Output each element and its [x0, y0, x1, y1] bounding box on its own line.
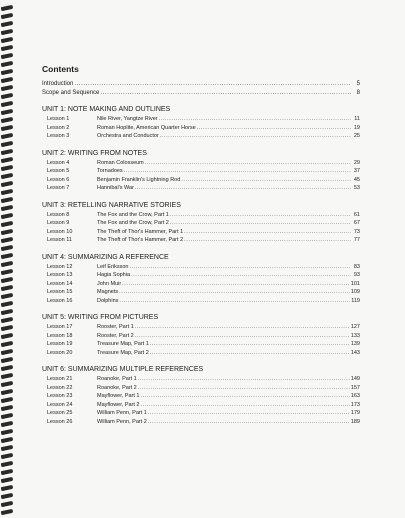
lesson-title: Leif Eriksson — [97, 263, 129, 270]
spiral-coil — [1, 237, 14, 243]
entry-title: Introduction — [42, 81, 74, 87]
page-number: 83 — [353, 263, 360, 270]
spiral-coil — [1, 437, 14, 443]
spiral-coil — [1, 21, 14, 27]
lesson-number: Lesson 10 — [47, 228, 73, 235]
spiral-coil — [1, 253, 14, 259]
lesson-title: Treasure Map, Part 1 — [97, 341, 149, 347]
lesson-title: Mayflower, Part 2 — [97, 401, 140, 408]
lesson-entry — [42, 281, 360, 290]
spiral-coil — [1, 357, 14, 363]
lesson-number: Lesson 19 — [47, 341, 73, 347]
lesson-entry — [42, 289, 360, 298]
spiral-coil — [1, 301, 14, 307]
page-number: 133 — [350, 332, 360, 339]
dot-leader — [150, 350, 350, 356]
lesson-title: William Penn, Part 1 — [97, 410, 147, 416]
spiral-coil — [1, 277, 14, 283]
spiral-coil — [1, 77, 14, 83]
lesson-entry — [42, 133, 360, 142]
lesson-number: Lesson 23 — [47, 393, 73, 399]
spiral-coil — [1, 61, 14, 67]
spiral-coil — [1, 173, 14, 179]
spiral-coil — [1, 221, 14, 227]
dot-leader — [160, 133, 351, 139]
lesson-number: Lesson 13 — [47, 272, 73, 278]
page-number: 19 — [353, 124, 360, 131]
lesson-entry — [42, 402, 360, 411]
lesson-title: Rooster, Part 1 — [97, 324, 134, 330]
dot-leader — [122, 281, 350, 287]
page-number: 119 — [351, 297, 360, 304]
lesson-number: Lesson 16 — [47, 297, 73, 304]
page-number: 53 — [353, 185, 360, 191]
lesson-title: Treasure Map, Part 2 — [97, 349, 149, 356]
page-number: 189 — [350, 418, 360, 425]
spiral-coil — [1, 149, 14, 155]
lesson-title: The Theft of Thor's Hammer, Part 2 — [97, 237, 184, 243]
spiral-coil — [1, 157, 14, 163]
lesson-number: Lesson 1 — [47, 116, 70, 122]
lesson-entry — [42, 160, 360, 169]
spiral-coil — [1, 477, 14, 483]
dot-leader — [184, 237, 351, 243]
lesson-title: John Muir — [97, 280, 122, 287]
dot-leader — [130, 264, 352, 270]
lesson-number: Lesson 14 — [47, 280, 73, 287]
lesson-entry — [42, 116, 360, 125]
dot-leader — [124, 168, 351, 174]
spiral-coil — [1, 349, 14, 355]
spiral-coil — [1, 181, 14, 187]
dot-leader — [170, 220, 351, 226]
spiral-coil — [1, 421, 14, 427]
lesson-title: Hagia Sophia — [97, 272, 131, 278]
lesson-number: Lesson 15 — [47, 289, 73, 295]
dot-leader — [138, 376, 350, 382]
spiral-coil — [1, 453, 14, 459]
lesson-title: Roanoke, Part 2 — [97, 384, 137, 391]
lesson-title: Orchestra and Conductor — [97, 133, 159, 139]
spiral-coil — [1, 325, 14, 331]
unit-section — [42, 314, 360, 358]
page-number: 5 — [356, 81, 360, 87]
spiral-coil — [1, 461, 14, 467]
page-number: 109 — [350, 289, 360, 295]
spiral-coil — [1, 189, 14, 195]
spiral-coil — [1, 501, 14, 507]
page-number: 163 — [350, 393, 360, 399]
dot-leader — [148, 419, 350, 425]
page-number: 179 — [350, 410, 360, 416]
dot-leader — [184, 229, 351, 235]
lesson-title: Magnets — [97, 289, 119, 295]
lesson-number: Lesson 12 — [47, 263, 73, 270]
dot-leader — [119, 289, 350, 295]
spiral-coil — [1, 373, 14, 379]
lesson-number: Lesson 6 — [47, 176, 70, 183]
table-of-contents — [42, 64, 360, 427]
lesson-title: Dolphins — [97, 297, 119, 304]
lesson-title: Nile River, Yangtze River — [97, 116, 158, 122]
lesson-number: Lesson 24 — [47, 401, 73, 408]
toc-intro-entry — [42, 81, 360, 90]
spiral-coil — [1, 213, 14, 219]
lesson-entry — [42, 237, 360, 246]
lesson-number: Lesson 3 — [47, 133, 70, 139]
unit-section — [42, 150, 360, 194]
page-number: 157 — [350, 384, 360, 391]
spiral-coil — [1, 229, 14, 235]
dot-leader — [148, 410, 350, 416]
spiral-coil — [1, 405, 14, 411]
lesson-title: The Fox and the Crow, Part 1 — [97, 211, 169, 218]
lesson-number: Lesson 26 — [47, 418, 73, 425]
dot-leader — [141, 393, 350, 399]
lesson-entry — [42, 212, 360, 221]
page-number: 8 — [356, 89, 360, 96]
lesson-entry — [42, 185, 360, 194]
dot-leader — [138, 385, 350, 391]
spiral-coil — [1, 485, 14, 491]
spiral-binding — [0, 6, 18, 518]
page-number: 173 — [350, 401, 360, 408]
spiral-coil — [1, 141, 14, 147]
dot-leader — [100, 90, 351, 96]
lesson-number: Lesson 20 — [47, 349, 73, 356]
spiral-coil — [1, 261, 14, 267]
spiral-coil — [1, 165, 14, 171]
page-number: 139 — [350, 341, 360, 347]
lesson-entry — [42, 410, 360, 419]
page-number: 149 — [350, 376, 360, 382]
spiral-coil — [1, 85, 14, 91]
spiral-coil — [1, 117, 14, 123]
spiral-coil — [1, 397, 14, 403]
dot-leader — [159, 116, 351, 122]
unit-section — [42, 366, 360, 427]
page-number: 11 — [354, 116, 360, 122]
unit-title: UNIT 6: SUMMARIZING MULTIPLE REFERENCES — [42, 366, 204, 373]
page-number: 101 — [350, 280, 360, 287]
page-number: 93 — [353, 272, 360, 278]
dot-leader — [141, 402, 350, 408]
page-number: 143 — [350, 349, 360, 356]
unit-title: UNIT 4: SUMMARIZING A REFERENCE — [42, 253, 169, 261]
lesson-number: Lesson 25 — [47, 410, 73, 416]
dot-leader — [145, 160, 351, 166]
lesson-number: Lesson 5 — [47, 168, 70, 174]
page-number: 127 — [350, 324, 360, 330]
spiral-coil — [1, 389, 14, 395]
lesson-number: Lesson 17 — [47, 324, 73, 330]
lesson-title: Hannibal's War — [97, 185, 134, 191]
lesson-entry — [42, 324, 360, 333]
spiral-coil — [1, 101, 14, 107]
lesson-entry — [42, 393, 360, 402]
lesson-number: Lesson 7 — [47, 185, 70, 191]
dot-leader — [74, 81, 351, 87]
spiral-coil — [1, 341, 14, 347]
spiral-coil — [1, 413, 14, 419]
lesson-title: Rooster, Part 2 — [97, 332, 134, 339]
lesson-entry — [42, 168, 360, 177]
spiral-coil — [1, 245, 14, 251]
lesson-entry — [42, 341, 360, 350]
unit-title: UNIT 5: WRITING FROM PICTURES — [42, 314, 159, 321]
lesson-number: Lesson 11 — [47, 237, 72, 243]
lesson-title: Tornadoes — [97, 168, 123, 174]
spiral-coil — [1, 445, 14, 451]
spiral-coil — [1, 317, 14, 323]
spiral-coil — [1, 205, 14, 211]
lesson-entry — [42, 350, 360, 359]
dot-leader — [135, 185, 351, 191]
lesson-entry — [42, 220, 360, 229]
dot-leader — [119, 298, 350, 304]
page-number: 77 — [353, 237, 360, 243]
dot-leader — [135, 324, 350, 330]
spiral-coil — [1, 493, 14, 499]
lesson-entry — [42, 229, 360, 238]
spiral-coil — [1, 125, 14, 131]
dot-leader — [131, 272, 351, 278]
dot-leader — [197, 125, 351, 131]
page-number: 37 — [353, 168, 360, 174]
page-number: 61 — [353, 211, 360, 218]
unit-title: UNIT 3: RETELLING NARRATIVE STORIES — [42, 201, 181, 209]
spiral-coil — [1, 381, 14, 387]
unit-title: UNIT 2: WRITING FROM NOTES — [42, 149, 147, 157]
lesson-entry — [42, 272, 360, 281]
lesson-title: Mayflower, Part 1 — [97, 393, 140, 399]
lesson-number: Lesson 18 — [47, 332, 73, 339]
spiral-coil — [1, 69, 14, 75]
spiral-coil — [1, 309, 14, 315]
spiral-coil — [1, 29, 14, 35]
lesson-entry — [42, 385, 360, 394]
lesson-number: Lesson 22 — [47, 384, 73, 391]
spiral-coil — [1, 45, 14, 51]
spiral-coil — [1, 429, 14, 435]
unit-section — [42, 106, 360, 142]
page-number: 67 — [353, 220, 360, 226]
spiral-coil — [1, 37, 14, 43]
lesson-title: William Penn, Part 2 — [97, 418, 147, 425]
lesson-number: Lesson 9 — [47, 220, 70, 226]
lesson-entry — [42, 419, 360, 428]
lesson-number: Lesson 2 — [47, 124, 70, 131]
lesson-title: The Fox and the Crow, Part 2 — [97, 220, 169, 226]
entry-title: Scope and Sequence — [42, 89, 100, 96]
lesson-entry — [42, 333, 360, 342]
spiral-coil — [1, 469, 14, 475]
lesson-entry — [42, 376, 360, 385]
spiral-coil — [1, 5, 14, 11]
page-number: 45 — [353, 176, 360, 183]
unit-title: UNIT 1: NOTE MAKING AND OUTLINES — [42, 106, 171, 113]
spiral-coil — [1, 133, 14, 139]
lesson-title: Roanoke, Part 1 — [97, 376, 137, 382]
lesson-title: The Theft of Thor's Hammer, Part 1 — [97, 228, 184, 235]
lesson-title: Benjamin Franklin's Lightning Rod — [97, 176, 181, 183]
spiral-coil — [1, 13, 14, 19]
unit-section — [42, 254, 360, 307]
page-number: 73 — [353, 228, 360, 235]
unit-section — [42, 202, 360, 246]
spiral-coil — [1, 109, 14, 115]
spiral-coil — [1, 197, 14, 203]
lesson-entry — [42, 125, 360, 134]
page-number: 25 — [353, 133, 360, 139]
spiral-coil — [1, 53, 14, 59]
contents-heading: Contents — [42, 64, 79, 74]
lesson-entry — [42, 264, 360, 273]
lesson-title: Roman Hoplite, American Quarter Horse — [97, 124, 196, 131]
lesson-title: Roman Colosseum — [97, 159, 144, 166]
spiral-coil — [1, 333, 14, 339]
lesson-entry — [42, 298, 360, 307]
spiral-coil — [1, 269, 14, 275]
toc-intro-entry — [42, 90, 360, 99]
spiral-coil — [1, 293, 14, 299]
dot-leader — [150, 341, 350, 347]
spiral-coil — [1, 509, 14, 515]
lesson-number: Lesson 4 — [47, 159, 70, 166]
dot-leader — [135, 333, 350, 339]
lesson-number: Lesson 8 — [47, 211, 70, 218]
dot-leader — [181, 177, 351, 183]
spiral-coil — [1, 365, 14, 371]
lesson-number: Lesson 21 — [47, 376, 73, 382]
page-number: 29 — [353, 159, 360, 166]
spiral-coil — [1, 93, 14, 99]
spiral-coil — [1, 285, 14, 291]
lesson-entry — [42, 177, 360, 186]
dot-leader — [170, 212, 351, 218]
